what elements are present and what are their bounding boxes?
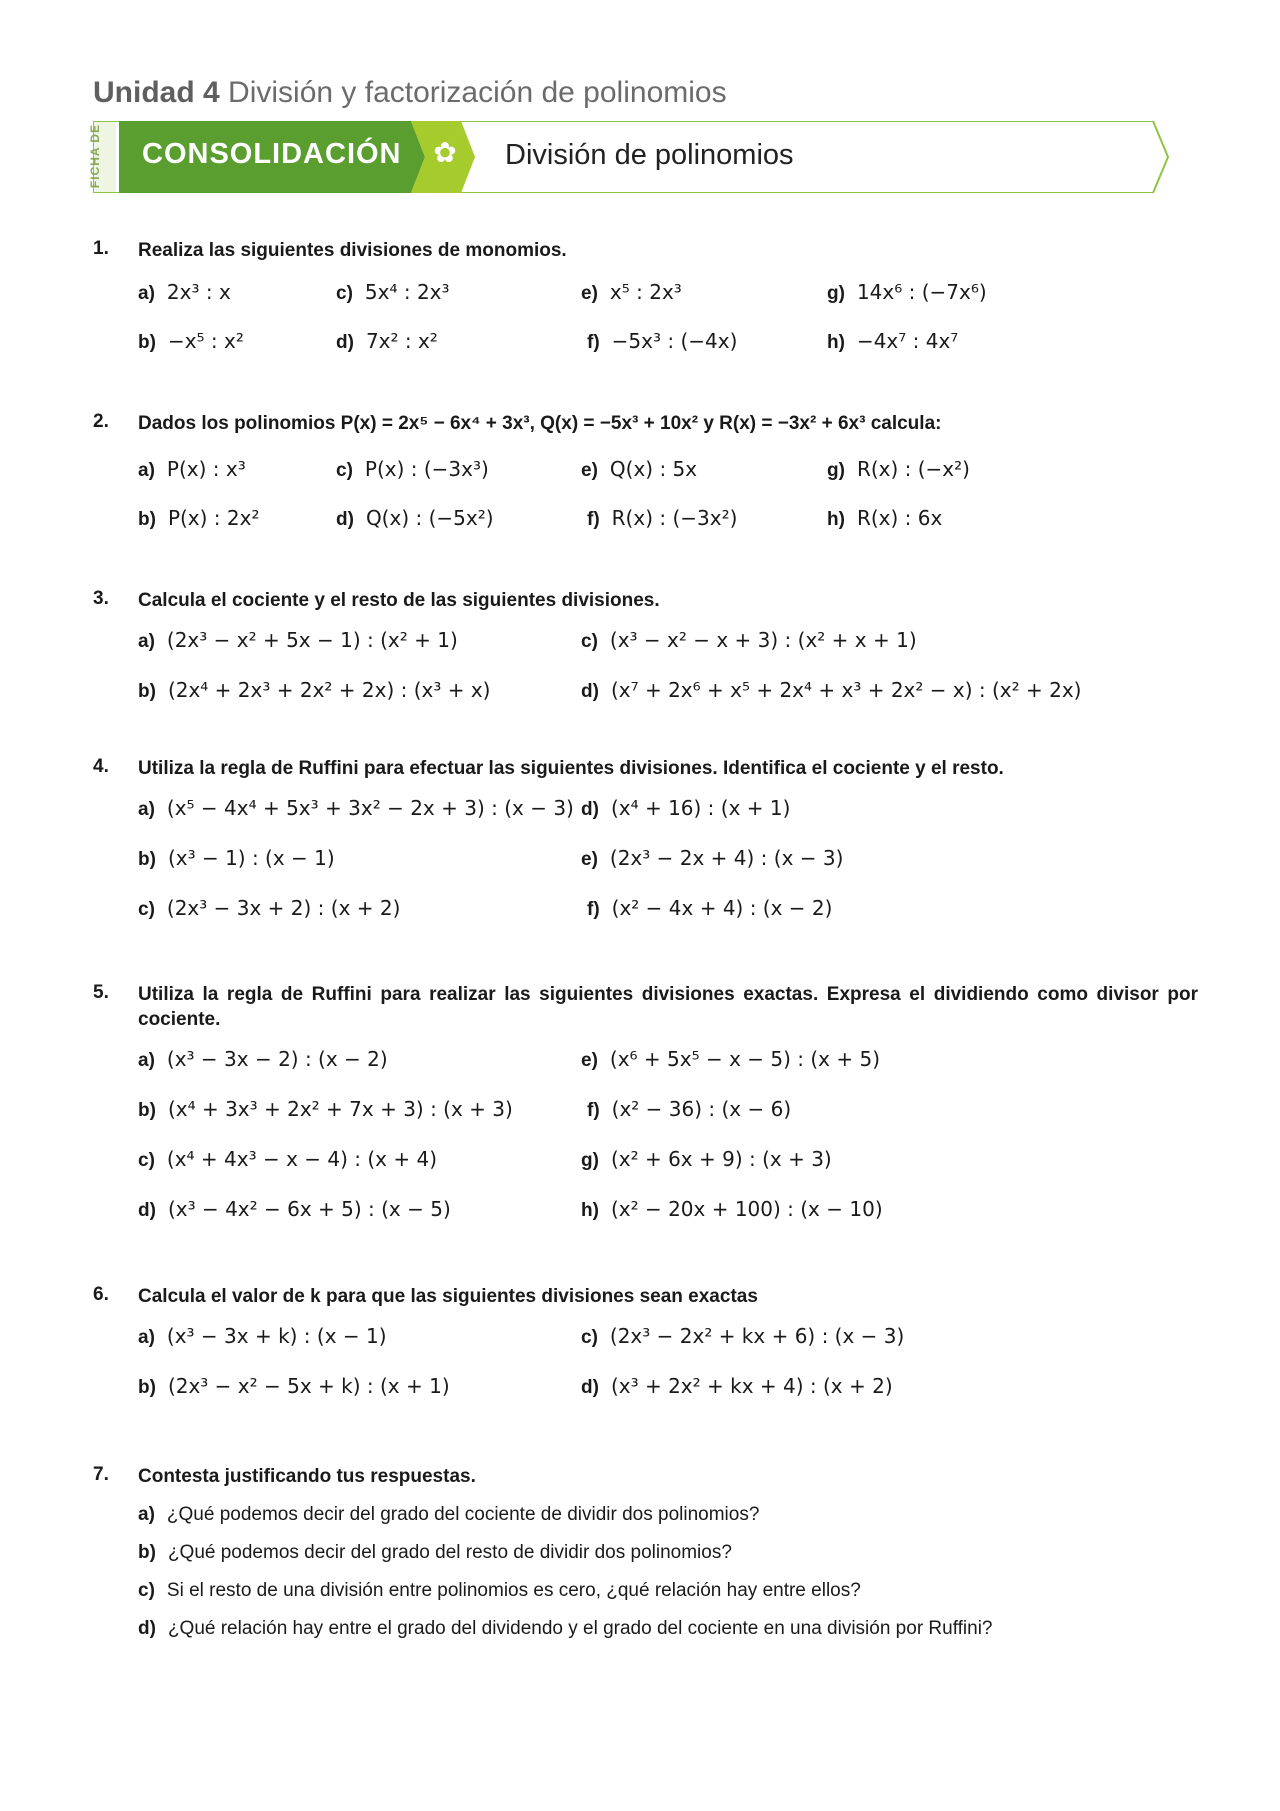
banner-title: División de polinomios: [505, 139, 794, 171]
exercise-item: c) (2x³ − 3x + 2) : (x + 2): [138, 896, 401, 920]
exercise-item: e) (2x³ − 2x + 4) : (x − 3): [581, 846, 844, 870]
banner-kind: CONSOLIDACIÓN: [142, 138, 402, 170]
exercise-statement: Utiliza la regla de Ruffini para realizar las siguientes divisiones exactas. Expresa el dividiendo como divisor por cociente.: [138, 984, 1198, 1030]
exercise-item: g) (x² + 6x + 9) : (x + 3): [581, 1147, 832, 1171]
exercise-item: c) P(x) : (−3x³): [336, 457, 489, 481]
exercise-item: b) (x⁴ + 3x³ + 2x² + 7x + 3) : (x + 3): [138, 1097, 513, 1121]
unit-label: Unidad 4: [93, 76, 220, 109]
exercise-item: c) (x⁴ + 4x³ − x − 4) : (x + 4): [138, 1147, 438, 1171]
exercise-item: b) ¿Qué podemos decir del grado del resto de dividir dos polinomios?: [138, 1542, 732, 1563]
exercise-item: d) (x⁷ + 2x⁶ + x⁵ + 2x⁴ + x³ + 2x² − x) : (x² + 2x): [581, 678, 1082, 702]
exercise-item: b) −x⁵ : x²: [138, 329, 244, 353]
exercise-item: h) −4x⁷ : 4x⁷: [827, 329, 959, 353]
exercise-statement: Realiza las siguientes divisiones de monomios.: [138, 240, 567, 261]
exercise-number: 2.: [93, 411, 109, 432]
exercise-number: 7.: [93, 1464, 109, 1485]
exercise-item: b) (2x³ − x² − 5x + k) : (x + 1): [138, 1374, 450, 1398]
exercise-item: a) (x⁵ − 4x⁴ + 5x³ + 3x² − 2x + 3) : (x − 3): [138, 796, 574, 820]
exercise-item: d) (x³ − 4x² − 6x + 5) : (x − 5): [138, 1197, 451, 1221]
banner-ficha-label: FICHA DE: [88, 123, 102, 189]
exercise-item: h) R(x) : 6x: [827, 506, 943, 530]
exercise-item: e) (x⁶ + 5x⁵ − x − 5) : (x + 5): [581, 1047, 881, 1071]
exercise-item: c) (x³ − x² − x + 3) : (x² + x + 1): [581, 628, 917, 652]
exercise-item: b) P(x) : 2x²: [138, 506, 260, 530]
exercise-item: d) 7x² : x²: [336, 329, 438, 353]
exercise-item: g) 14x⁶ : (−7x⁶): [827, 280, 987, 304]
exercise-item: a) (x³ − 3x + k) : (x − 1): [138, 1324, 387, 1348]
exercise-item: f) −5x³ : (−4x): [587, 329, 738, 353]
exercise-item: b) (2x⁴ + 2x³ + 2x² + 2x) : (x³ + x): [138, 678, 491, 702]
exercise-item: d) (x³ + 2x² + kx + 4) : (x + 2): [581, 1374, 893, 1398]
exercise-item: a) ¿Qué podemos decir del grado del cociente de dividir dos polinomios?: [138, 1504, 760, 1525]
exercise-statement: Calcula el cociente y el resto de las siguientes divisiones.: [138, 590, 660, 611]
exercise-item: a) P(x) : x³: [138, 457, 246, 481]
exercise-item: c) (2x³ − 2x² + kx + 6) : (x − 3): [581, 1324, 905, 1348]
exercise-item: a) 2x³ : x: [138, 280, 231, 304]
exercise-item: e) x⁵ : 2x³: [581, 280, 682, 304]
exercise-number: 5.: [93, 982, 109, 1003]
exercise-statement: Dados los polinomios P(x) = 2x⁵ − 6x⁴ + 3x³, Q(x) = −5x³ + 10x² y R(x) = −3x² + 6x³ calcula:: [138, 413, 942, 434]
exercise-item: a) (x³ − 3x − 2) : (x − 2): [138, 1047, 388, 1071]
exercise-item: h) (x² − 20x + 100) : (x − 10): [581, 1197, 883, 1221]
exercise-number: 1.: [93, 238, 109, 259]
exercise-item: a) (2x³ − x² + 5x − 1) : (x² + 1): [138, 628, 458, 652]
exercise-item: c) Si el resto de una división entre polinomios es cero, ¿qué relación hay entre ellos?: [138, 1580, 861, 1601]
exercise-statement: Calcula el valor de k para que las siguientes divisiones sean exactas: [138, 1286, 758, 1307]
exercise-item: f) (x² − 36) : (x − 6): [587, 1097, 792, 1121]
exercise-number: 6.: [93, 1284, 109, 1305]
exercise-item: b) (x³ − 1) : (x − 1): [138, 846, 335, 870]
exercise-item: f) R(x) : (−3x²): [587, 506, 738, 530]
exercise-item: e) Q(x) : 5x: [581, 457, 698, 481]
exercise-item: f) (x² − 4x + 4) : (x − 2): [587, 896, 833, 920]
exercise-item: d) ¿Qué relación hay entre el grado del dividendo y el grado del cociente en una división por Ruffini?: [138, 1618, 993, 1639]
exercise-item: d) Q(x) : (−5x²): [336, 506, 494, 530]
exercise-statement: Utiliza la regla de Ruffini para efectuar las siguientes divisiones. Identifica el cociente y el resto.: [138, 758, 1004, 779]
exercise-number: 3.: [93, 588, 109, 609]
gear-icon: ✿: [433, 137, 457, 168]
exercise-number: 4.: [93, 756, 109, 777]
unit-subtitle: División y factorización de polinomios: [228, 76, 727, 109]
exercise-statement: Contesta justificando tus respuestas.: [138, 1466, 476, 1487]
exercise-item: d) (x⁴ + 16) : (x + 1): [581, 796, 791, 820]
exercise-item: c) 5x⁴ : 2x³: [336, 280, 450, 304]
unit-title: [93, 76, 727, 110]
exercise-item: g) R(x) : (−x²): [827, 457, 970, 481]
